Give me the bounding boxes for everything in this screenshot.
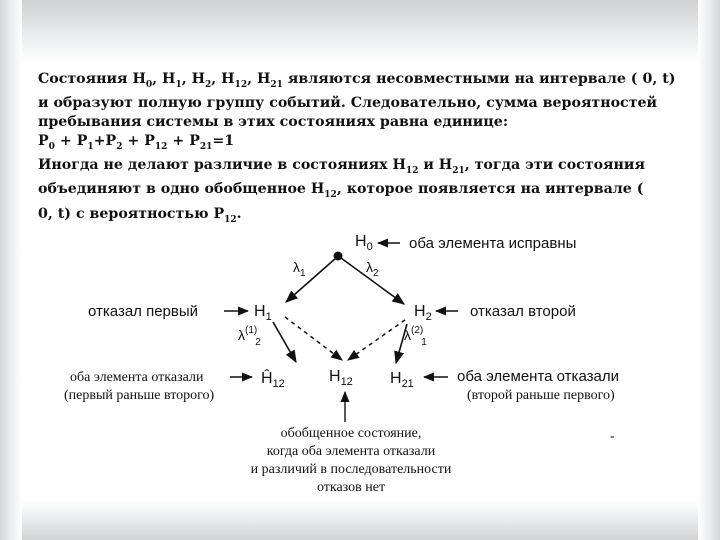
state-h12-hat: $Ĥ_{12}$ [261,370,285,390]
text-line-1: Состояния $Н_0$, $Н_1$, $Н_2$, $Н_{12}$, $Н_{21}$ являются несовместными на интервале ( 0, t) [38,71,676,90]
probability-sum-formula: $P_0 + P_1+P_2 + P_{12} + P_{21}=1$ [38,132,235,152]
state-h12: $H_{12}$ [329,368,353,388]
label-both-failed-right: оба элемента отказали [457,368,619,385]
state-h21: $H_{21}$ [390,370,414,390]
label-generalized-4: отказов нет [316,480,386,495]
text-line-3: пребывания системы в этих состояниях равна единице: [38,114,509,131]
text-line-7: 0, t) с вероятностью $P_{12}$. [38,205,242,225]
rate-lambda1: $\lambda_1$ [293,259,306,279]
state-h1: $H_1$ [254,303,272,323]
label-generalized-1: обобщенное состояние, [280,426,422,441]
label-both-ok: оба элемента исправны [409,235,577,252]
edge-h1-h12hat [273,322,296,362]
label-first-failed: отказал первый [88,303,199,320]
text-line-5: Иногда не делают различие в состояниях $Н_{12}$ и $Н_{21}$, тогда эти состояния [38,157,645,176]
state-h2: $H_2$ [414,303,432,323]
label-both-failed-left: оба элемента отказали [70,370,204,385]
state-h0: $H_0$ [355,233,373,253]
label-generalized-2: когда оба элемента отказали [266,444,436,459]
text-line-6: объединяют в одно обобщенное $Н_{12}$, которое появляется на интервале ( [38,181,644,201]
rate-lambda1-2: $\lambda^{(1)}$ 2 [238,325,261,348]
edge-h2-h12-dashed [348,320,405,360]
label-second-failed: отказал второй [470,303,576,320]
label-both-failed-left-order: (первый раньше второго) [64,388,215,403]
edge-h1-h12-dashed [285,317,342,360]
rate-lambda2-1: $\lambda^{(2)}$ 1 [404,325,427,348]
rate-lambda2: $\lambda_2$ [366,259,379,279]
label-generalized-3: и различий в последовательности [250,462,452,477]
stray-dash-mark: - [610,429,615,444]
text-line-2: и образуют полную группу событий. Следовательно, сумма вероятностей [38,95,658,112]
label-both-failed-right-order: (второй раньше первого) [467,388,615,403]
